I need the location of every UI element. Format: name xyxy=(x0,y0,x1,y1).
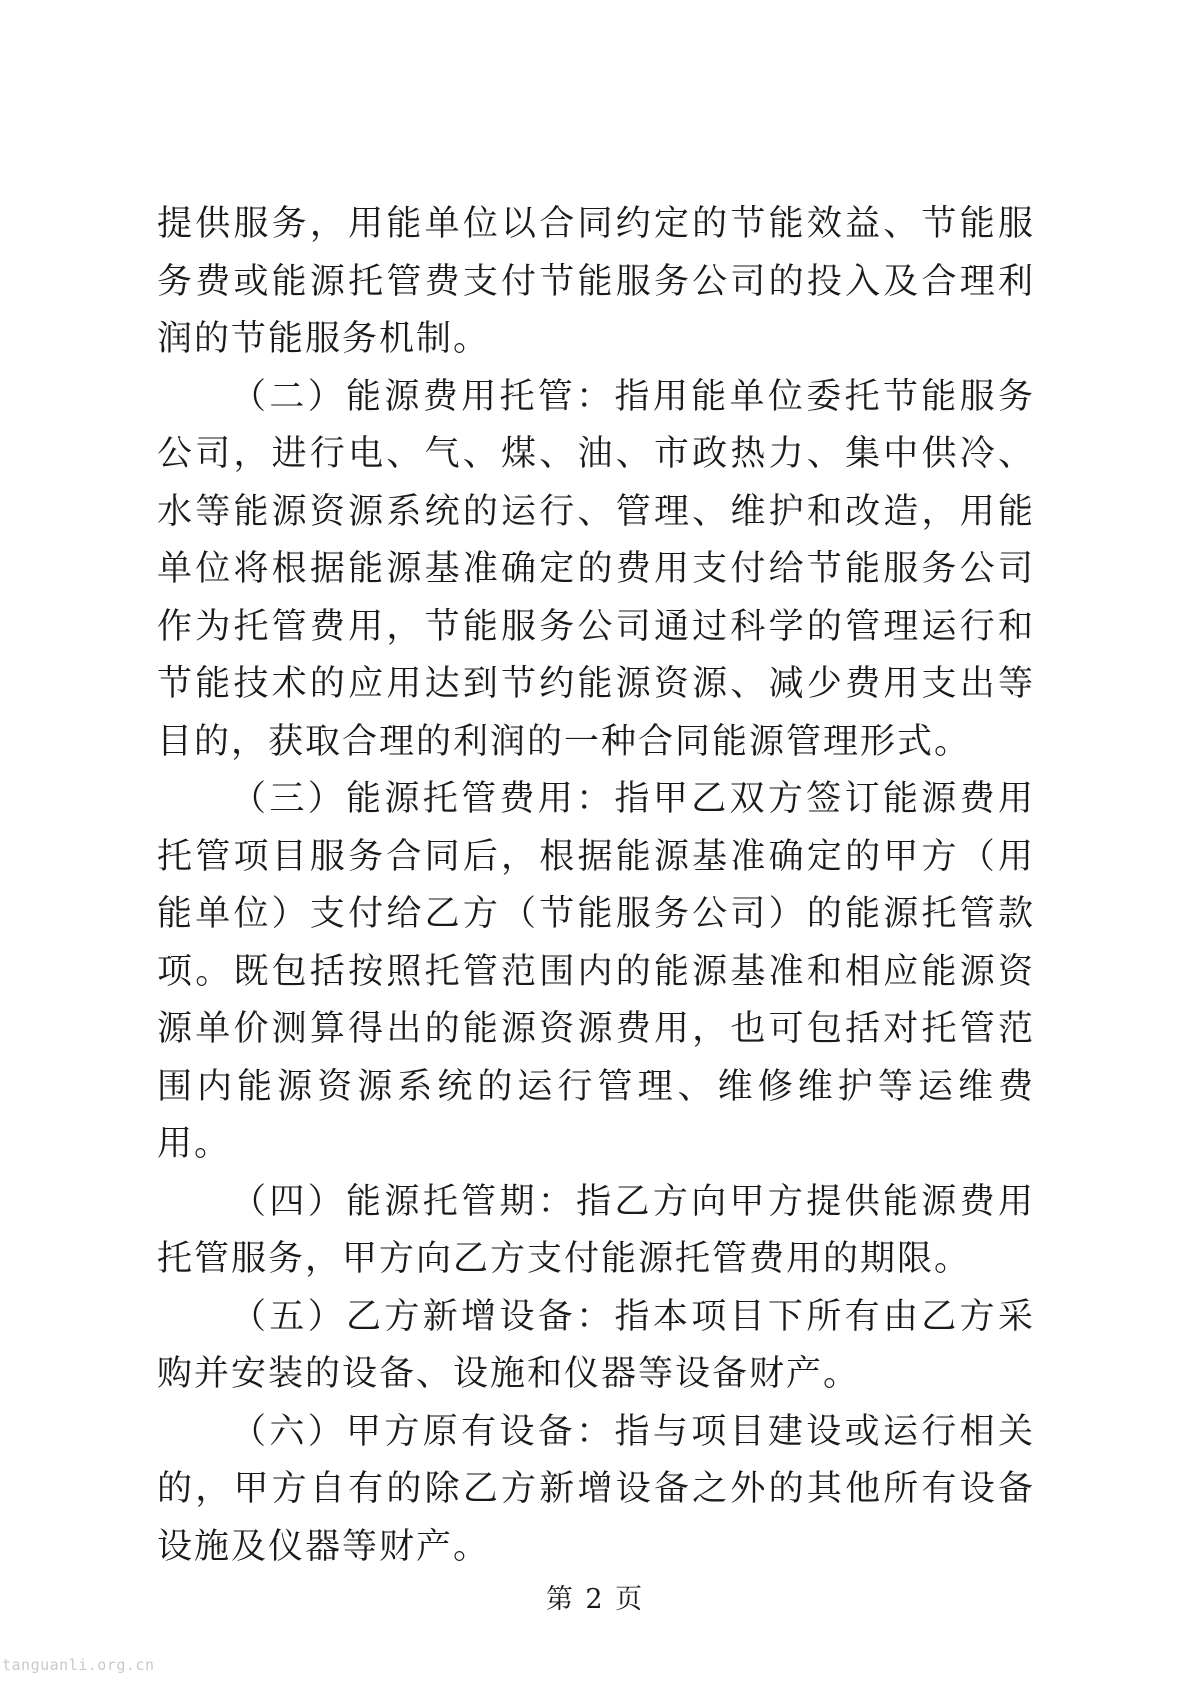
paragraph-energy-cost-custody: （二）能源费用托管：指用能单位委托节能服务公司，进行电、气、煤、油、市政热力、集中供冷、水等能源资源系统的运行、管理、维护和改造，用能单位将根据能源基准确定的费用支付给节能服务公司作为托管费用，节能服务公司通过科学的管理运行和节能技术的应用达到节约能源资源、减少费用支出等目的，获取合理的利润的一种合同能源管理形式。 xyxy=(157,376,1035,762)
paragraph-continuation: 提供服务，用能单位以合同约定的节能效益、节能服务费或能源托管费支付节能服务公司的投入及合理利润的节能服务机制。 xyxy=(157,204,1035,359)
paragraph-custody-period: （四）能源托管期：指乙方向甲方提供能源费用托管服务，甲方向乙方支付能源托管费用的期限。 xyxy=(157,1181,1035,1279)
paragraph-party-b-new-equipment: （五）乙方新增设备：指本项目下所有由乙方采购并安装的设备、设施和仪器等设备财产。 xyxy=(157,1296,1035,1394)
paragraph-energy-custody-fee: （三）能源托管费用：指甲乙双方签订能源费用托管项目服务合同后，根据能源基准确定的甲方（用能单位）支付给乙方（节能服务公司）的能源托管款项。既包括按照托管范围内的能源基准和相应能源资源单价测算得出的能源资源费用，也可包括对托管范围内能源资源系统的运行管理、维修维护等运维费用。 xyxy=(157,779,1035,1164)
page-number: 第 2 页 xyxy=(545,1584,645,1615)
site-watermark: tanguanli.org.cn xyxy=(2,1656,155,1674)
document-body xyxy=(157,196,1035,1576)
page-footer xyxy=(0,1577,1190,1616)
paragraph-party-a-existing-equipment: （六）甲方原有设备：指与项目建设或运行相关的，甲方自有的除乙方新增设备之外的其他所有设备设施及仪器等财产。 xyxy=(157,1411,1035,1567)
